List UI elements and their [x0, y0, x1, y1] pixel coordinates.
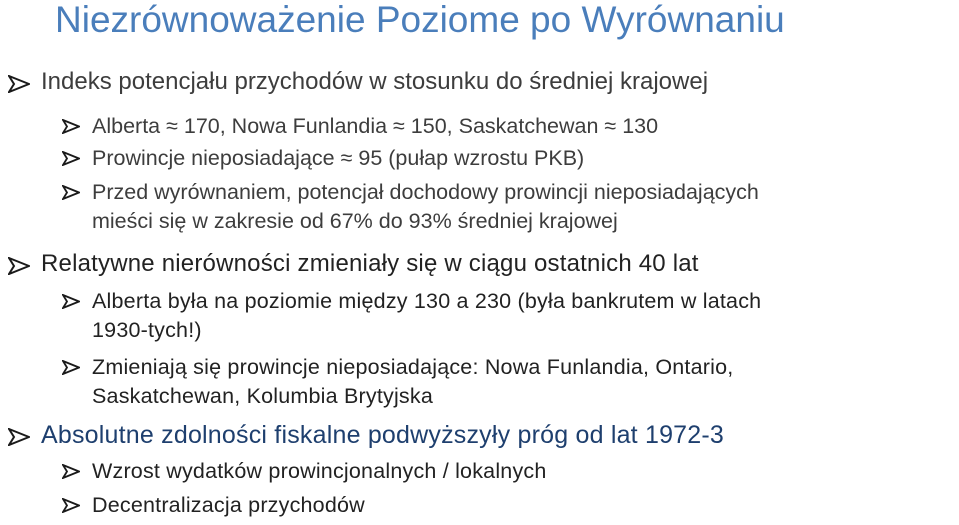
- arrowhead-bullet-icon: [62, 185, 80, 200]
- bullet-level-2: [62, 112, 942, 142]
- arrowhead-bullet-icon: [62, 294, 80, 309]
- arrowhead-bullet-icon: [62, 464, 80, 479]
- arrowhead-bullet-icon: [8, 428, 30, 446]
- bullet-text: Indeks potencjału przychodów w stosunku do średniej krajowej: [41, 68, 709, 95]
- bullet-text: Alberta ≈ 170, Nowa Funlandia ≈ 150, Saskatchewan ≈ 130: [92, 114, 659, 138]
- bullet-text-line-2: 1930-tych!): [92, 318, 202, 342]
- arrowhead-bullet-icon: [62, 360, 80, 375]
- bullet-text: Relatywne nierówności zmieniały się w ciągu ostatnich 40 lat: [41, 250, 699, 277]
- bullet-text: Absolutne zdolności fiskalne podwyższyły próg od lat 1972-3: [41, 421, 725, 449]
- arrowhead-bullet-icon: [8, 75, 30, 93]
- arrowhead-bullet-icon: [62, 498, 80, 513]
- bullet-text-line-1: Przed wyrównaniem, potencjał dochodowy prowincji nieposiadających: [92, 180, 759, 204]
- bullet-level-1: [8, 67, 928, 99]
- bullet-level-2: [62, 353, 952, 413]
- bullet-level-2: [62, 287, 952, 347]
- bullet-level-2: [62, 178, 952, 238]
- arrowhead-bullet-icon: [62, 119, 80, 134]
- bullet-text-line-2: mieści się w zakresie od 67% do 93% średniej krajowej: [92, 209, 618, 233]
- arrowhead-bullet-icon: [62, 151, 80, 166]
- bullet-text-line-2: Saskatchewan, Kolumbia Brytyjska: [92, 384, 433, 408]
- arrowhead-bullet-icon: [8, 257, 30, 275]
- bullet-level-2: [62, 457, 942, 487]
- bullet-text-line-1: Zmieniają się prowincje nieposiadające: Nowa Funlandia, Ontario,: [92, 355, 734, 379]
- bullet-text: Prowincje nieposiadające ≈ 95 (pułap wzrostu PKB): [92, 146, 585, 170]
- bullet-level-1: [8, 249, 928, 281]
- slide-title: Niezrównoważenie Poziome po Wyrównaniu: [55, 0, 785, 40]
- bullet-level-2: [62, 144, 942, 174]
- bullet-text-line-1: Alberta była na poziomie między 130 a 230 (była bankrutem w latach: [92, 289, 762, 313]
- bullet-level-2: [62, 491, 942, 521]
- bullet-text: Decentralizacja przychodów: [92, 493, 365, 517]
- bullet-level-1: [8, 420, 928, 452]
- bullet-text: Wzrost wydatków prowincjonalnych / lokalnych: [92, 459, 547, 483]
